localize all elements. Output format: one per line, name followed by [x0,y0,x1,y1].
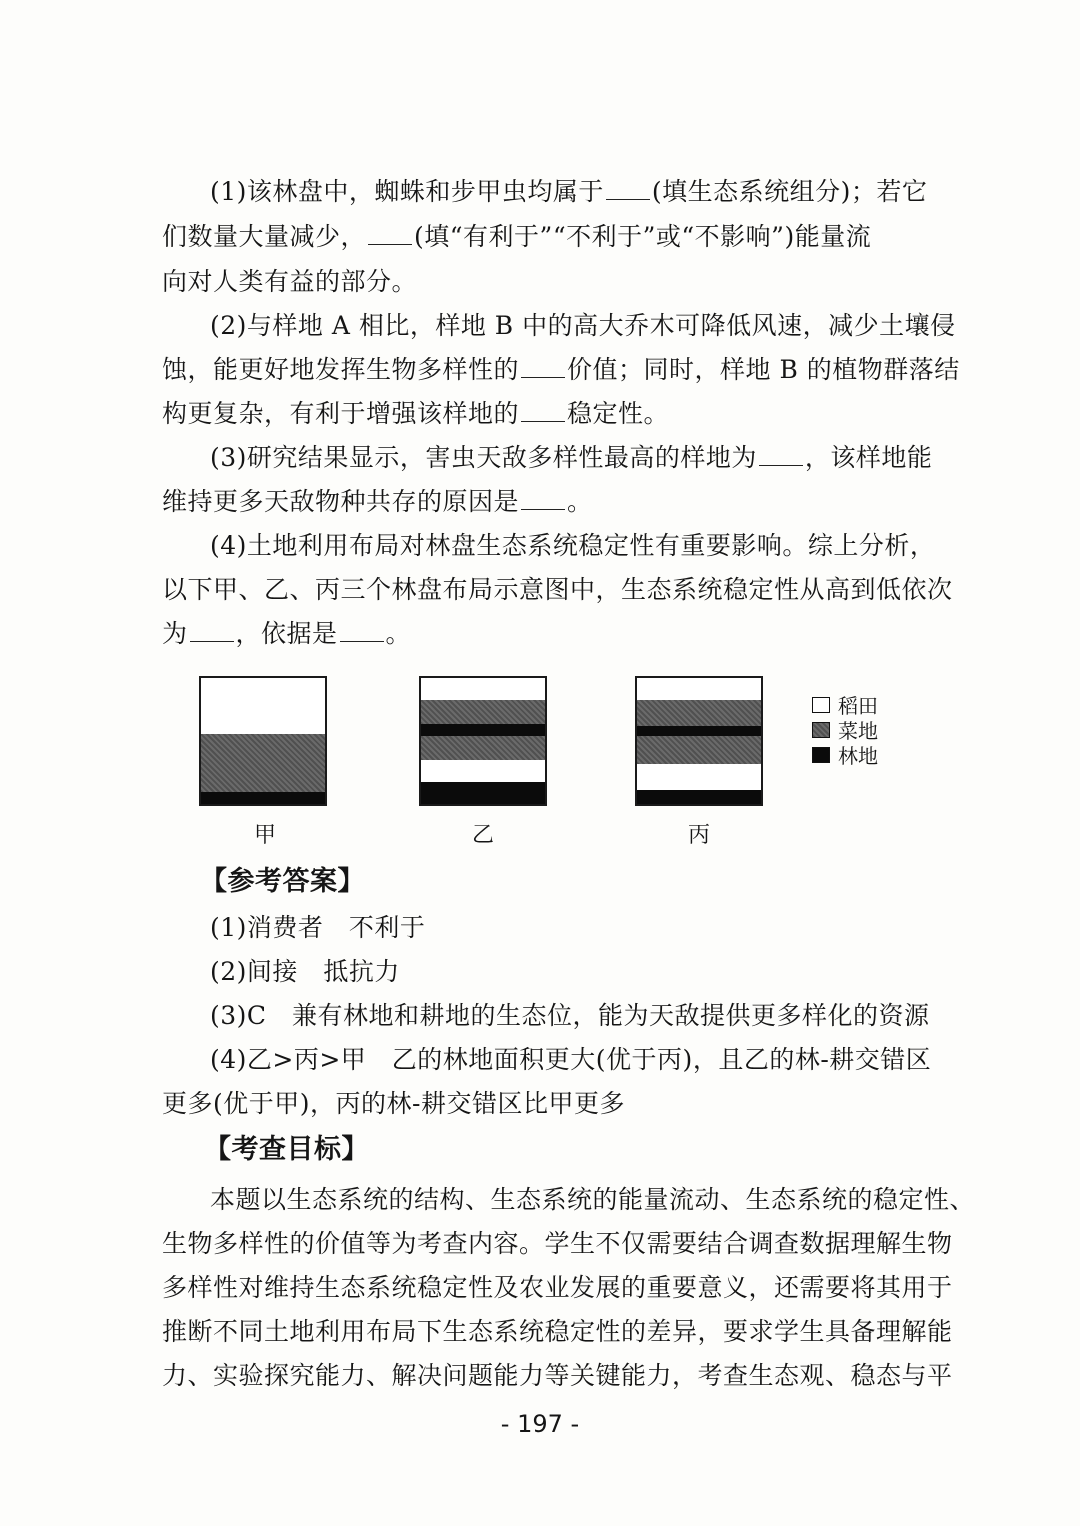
answer-blank [368,222,412,245]
objective-line1: 本题以生态系统的结构、生态系统的能量流动、生态系统的稳定性、 [210,1185,976,1214]
vegetable-band [637,736,761,764]
q2-line1: (2)与样地 A 相比，样地 B 中的高大乔木可降低风速，减少土壤侵 [210,311,956,340]
q4-text-c: 。 [385,619,412,648]
q4-line1: (4)土地利用布局对林盘生态系统稳定性有重要影响。综上分析， [210,531,936,560]
answer-blank [190,619,234,642]
q2-text-d: 稳定性。 [567,399,670,428]
q2-text-b: 价值；同时，样地 B 的植物群落结 [567,355,960,384]
legend-label-vegetable: 菜地 [838,719,878,743]
q4-line2: 以下甲、乙、丙三个林盘布局示意图中，生态系统稳定性从高到低依次 [162,575,953,604]
q3-line1 [210,436,933,480]
legend [812,692,878,767]
answer-blank [340,619,384,642]
q4-text-a: 为 [162,619,188,648]
q1-text-a: (1)该林盘中，蜘蛛和步甲虫均属于 [210,177,604,206]
legend-item-vegetable [812,717,878,742]
answer-blank [521,355,565,378]
q1-text-d: (填“有利于”“不利于”或“不影响”)能量流 [414,222,872,251]
q4-line3 [162,612,922,656]
answer-2: (2)间接 抵抗力 [210,957,400,986]
q3-text-d: 。 [567,487,593,516]
answer-1: (1)消费者 不利于 [210,913,426,942]
forest-band [421,782,545,804]
forest-band [201,792,325,804]
paddy-swatch [812,697,830,713]
objective-line4: 推断不同土地利用布局下生态系统稳定性的差异，要求学生具备理解能 [162,1317,953,1346]
answer-3: (3)C 兼有林地和耕地的生态位，能为天敌提供更多样化的资源 [210,1001,930,1030]
objective-line2: 生物多样性的价值等为考查内容。学生不仅需要结合调查数据理解生物 [162,1229,953,1258]
answer-blank [606,177,650,200]
answer-4-line2: 更多(优于甲)，丙的林-耕交错区比甲更多 [162,1089,625,1118]
q2-line2 [162,348,960,392]
vegetable-band [201,734,325,792]
label-bing: 丙 [687,823,710,848]
label-jia: 甲 [253,823,276,848]
q2-line3 [162,392,922,436]
legend-item-forest [812,742,878,767]
paddy-band [637,678,761,700]
forest-band [637,726,761,736]
q3-line2 [162,480,922,524]
answer-4-line1: (4)乙>丙>甲 乙的林地面积更大(优于丙)，且乙的林-耕交错区 [210,1045,932,1074]
objective-line5: 力、实验探究能力、解决问题能力等关键能力，考查生态观、稳态与平 [162,1361,953,1390]
q1-line3: 向对人类有益的部分。 [162,267,418,296]
q2-text-c: 构更复杂，有利于增强该样地的 [162,399,520,428]
q3-text-b: ，该样地能 [804,443,933,472]
paddy-band [637,764,761,790]
objective-heading: 【考查目标】 [204,1134,369,1165]
legend-label-paddy: 稻田 [838,694,878,718]
paddy-band [201,678,325,734]
forest-band [421,724,545,736]
q1-text-c: 们数量大量减少， [162,222,367,251]
q1-line1 [210,170,928,214]
answer-blank [759,443,803,466]
q2-text-a: 蚀，能更好地发挥生物多样性的 [162,355,520,384]
vegetable-swatch [812,722,830,738]
legend-label-forest: 林地 [838,744,878,768]
vegetable-band [421,736,545,760]
objective-line3: 多样性对维持生态系统稳定性及农业发展的重要意义，还需要将其用于 [162,1273,953,1302]
vegetable-band [637,700,761,726]
paddy-band [421,760,545,782]
forest-swatch [812,747,830,763]
layout-diagram-yi [419,676,547,806]
q1-line2 [162,215,922,259]
legend-item-paddy [812,692,878,717]
label-yi: 乙 [471,823,494,848]
page-number: - 197 - [500,1410,580,1438]
q3-text-c: 维持更多天敌物种共存的原因是 [162,487,520,516]
answer-blank [521,399,565,422]
q3-text-a: (3)研究结果显示，害虫天敌多样性最高的样地为 [210,443,757,472]
forest-band [637,790,761,804]
q4-text-b: ，依据是 [235,619,338,648]
answer-blank [521,487,565,510]
q1-text-b: (填生态系统组分)；若它 [651,177,928,206]
vegetable-band [421,700,545,724]
paddy-band [421,678,545,700]
layout-diagram-jia [199,676,327,806]
answers-heading: 【参考答案】 [200,866,365,897]
layout-diagram-bing [635,676,763,806]
